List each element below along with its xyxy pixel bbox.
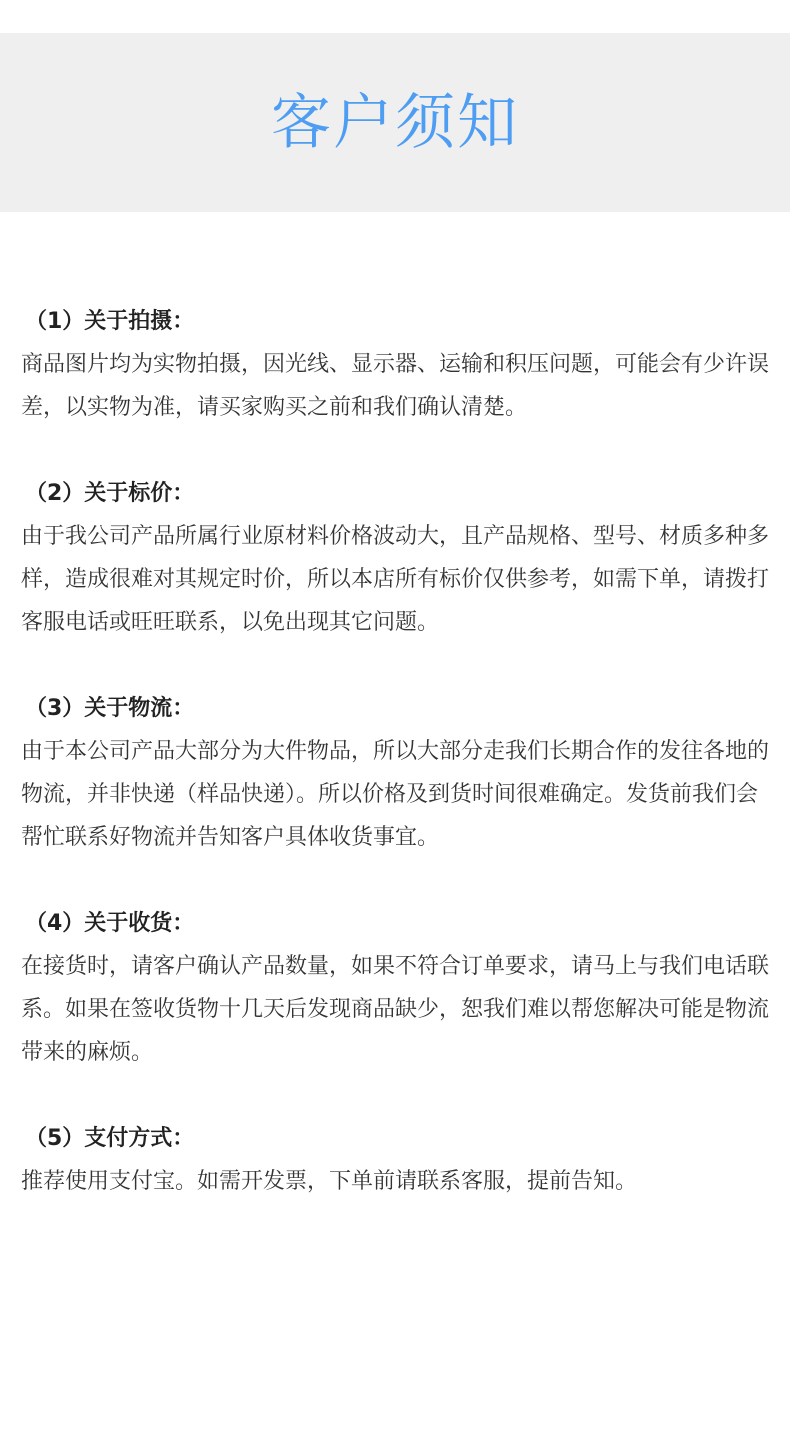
section-body: 由于本公司产品大部分为大件物品，所以大部分走我们长期合作的发往各地的物流，并非快递（样品快递）。所以价格及到货时间很难确定。发货前我们会帮忙联系好物流并告知客户具体收货事宜。 <box>21 739 770 850</box>
section-heading: （4）关于收货： <box>25 911 195 936</box>
section-payment <box>21 1117 771 1203</box>
section-logistics <box>21 687 771 859</box>
section-body: 在接货时，请客户确认产品数量，如果不符合订单要求，请马上与我们电话联系。如果在签收货物十几天后发现商品缺少，恕我们难以帮您解决可能是物流带来的麻烦。 <box>21 954 770 1065</box>
section-body: 商品图片均为实物拍摄，因光线、显示器、运输和积压问题，可能会有少许误差，以实物为准，请买家购买之前和我们确认清楚。 <box>21 352 770 420</box>
section-pricing <box>21 472 771 644</box>
section-heading: （3）关于物流： <box>25 696 195 721</box>
notice-sections <box>21 300 771 1246</box>
section-body: 推荐使用支付宝。如需开发票，下单前请联系客服，提前告知。 <box>21 1169 638 1194</box>
section-photography <box>21 300 771 429</box>
section-receiving <box>21 902 771 1074</box>
section-heading: （2）关于标价： <box>25 481 195 506</box>
section-heading: （5）支付方式： <box>25 1126 195 1151</box>
page-title: 客户须知 <box>271 87 519 158</box>
section-body: 由于我公司产品所属行业原材料价格波动大，且产品规格、型号、材质多种多样，造成很难对其规定时价，所以本店所有标价仅供参考，如需下单，请拨打客服电话或旺旺联系，以免出现其它问题。 <box>21 524 770 635</box>
section-heading: （1）关于拍摄： <box>25 309 195 334</box>
header-banner <box>0 33 790 212</box>
